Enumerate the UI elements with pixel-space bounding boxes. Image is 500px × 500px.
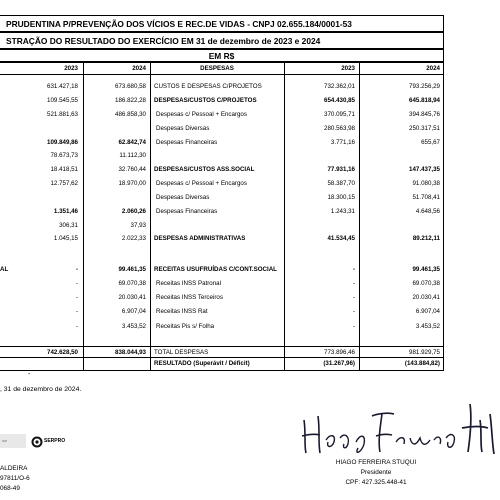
right-cell-2023: 280.563,98 <box>324 125 355 132</box>
right-header-2023: 2023 <box>341 65 355 72</box>
right-row-description: Receitas INSS Patronal <box>156 280 221 287</box>
total-despesas-2023: 773.896,46 <box>324 349 355 356</box>
left-cell-2024: 2.022,33 <box>121 235 146 242</box>
left-cell-2023: - <box>75 294 78 301</box>
right-cell-2024: 394.845,76 <box>409 111 440 118</box>
right-cell-2024: 3.453,52 <box>415 323 440 330</box>
resultado-2023: (31.267,96) <box>323 360 355 367</box>
right-row-description: Receitas INSS Terceiros <box>156 294 223 301</box>
right-cell-2023: 1.243,31 <box>330 208 355 215</box>
right-header-2024: 2024 <box>426 65 440 72</box>
resultado-2024: (143.884,82) <box>404 360 440 367</box>
left-cell-2024: 673.680,58 <box>115 83 146 90</box>
left-cell-2024: 486.858,30 <box>115 111 146 118</box>
left-cell-2023: - <box>75 308 78 315</box>
left-cell-2024: 99.461,35 <box>118 266 146 273</box>
title-line-2: STRAÇÃO DO RESULTADO DO EXERCÍCIO EM 31 de dezembro de 2023 e 2024 <box>0 32 444 49</box>
icp-logo-text: ICP <box>2 439 8 443</box>
left-cell-2023: 1.351,46 <box>53 208 78 215</box>
accountant-line-2: 97811/O-6 <box>0 475 30 482</box>
right-cell-2023: 732.362,01 <box>324 83 355 90</box>
resultado-label: RESULTADO (Superávit / Déficit) <box>154 360 250 367</box>
president-cpf: CPF: 427.325.448-41 <box>345 479 407 486</box>
certificate-logos <box>0 428 75 452</box>
left-cell-2023: 12.757,62 <box>50 180 78 187</box>
left-cell-2024: 32.760,44 <box>118 166 146 173</box>
right-cell-2024: 91.080,38 <box>412 180 440 187</box>
handwritten-signature-icon <box>296 398 500 458</box>
accountant-line-3: 068-49 <box>0 485 20 492</box>
right-row-description: CUSTOS E DESPESAS C/PROJETOS <box>154 83 262 90</box>
right-cell-2023: - <box>352 323 355 330</box>
left-cell-2023: 18.418,51 <box>50 166 78 173</box>
right-row-description: Despesas c/ Pessoal + Encargos <box>156 180 247 187</box>
right-cell-2023: - <box>352 294 355 301</box>
currency-line: EM R$ <box>0 49 444 62</box>
left-header-2023: 2023 <box>64 65 78 72</box>
right-cell-2023: 58.387,70 <box>327 180 355 187</box>
right-row-description: Despesas c/ Pessoal + Encargos <box>156 111 247 118</box>
president-signature <box>296 398 500 458</box>
right-cell-2023: - <box>352 266 355 273</box>
right-cell-2023: - <box>352 280 355 287</box>
left-cell-2023: 521.881,63 <box>47 111 78 118</box>
left-cell-2024: 11.112,30 <box>119 152 146 159</box>
right-cell-2024: 69.070,38 <box>412 280 440 287</box>
right-cell-2024: 645.818,94 <box>409 97 440 104</box>
right-cell-2023: 41.534,45 <box>327 235 355 242</box>
right-cell-2024: 89.212,11 <box>412 235 440 242</box>
left-cell-2023: 631.427,18 <box>47 83 78 90</box>
total-despesas-2024: 981.929,75 <box>409 349 440 356</box>
right-cell-2024: 6.907,04 <box>415 308 440 315</box>
left-cell-2023: - <box>75 280 78 287</box>
left-cell-2024: 69.070,38 <box>118 280 146 287</box>
right-cell-2024: 250.317,51 <box>409 125 440 132</box>
president-role: Presidente <box>360 469 392 476</box>
left-header-2024: 2024 <box>132 65 146 72</box>
serpro-logo-text: SERPRO <box>44 438 66 444</box>
result-statement-table <box>0 62 444 371</box>
left-cell-2023: - <box>75 323 78 330</box>
right-cell-2023: 654.430,85 <box>324 97 355 104</box>
right-row-description: DESPESAS/CUSTOS C/PROJETOS <box>154 97 257 104</box>
left-cell-2024: 2.060,26 <box>121 208 146 215</box>
left-cell-2024: 3.453,52 <box>121 323 146 330</box>
below-dash: - <box>28 371 31 378</box>
right-cell-2023: 18.300,15 <box>327 194 355 201</box>
right-cell-2024: 99.461,35 <box>412 266 440 273</box>
right-row-description: Receitas Pis s/ Folha <box>156 323 215 330</box>
left-cell-2024: 18.970,00 <box>118 180 146 187</box>
right-cell-2024: 793.256,29 <box>409 83 440 90</box>
date-line: , 31 de dezembro de 2024. <box>0 386 82 393</box>
right-header-desc: DESPESAS <box>200 65 234 72</box>
right-cell-2024: 147.437,35 <box>409 166 440 173</box>
right-cell-2024: 51.708,41 <box>412 194 440 201</box>
right-cell-2023: 3.771,16 <box>330 139 355 146</box>
left-cell-2024: 186.822,28 <box>115 97 146 104</box>
left-partial-label: AL <box>0 266 9 273</box>
left-cell-2024: 6.907,04 <box>121 308 146 315</box>
left-cell-2023: 109.849,86 <box>47 139 78 146</box>
total-despesas-label: TOTAL DESPESAS <box>154 349 209 356</box>
right-cell-2023: 370.095,71 <box>324 111 355 118</box>
left-cell-2023: - <box>75 266 78 273</box>
title-line-1: PRUDENTINA P/PREVENÇÃO DOS VÍCIOS E REC.DE VIDAS - CNPJ 02.655.184/0001-53 <box>0 15 444 32</box>
right-cell-2024: 4.648,56 <box>415 208 440 215</box>
right-row-description: Despesas Diversas <box>156 194 210 201</box>
left-cell-2023: 78.673,73 <box>50 152 78 159</box>
right-row-description: DESPESAS/CUSTOS ASS.SOCIAL <box>154 166 255 173</box>
left-total-2024: 838.044,93 <box>115 349 146 356</box>
left-cell-2023: 1.045,15 <box>53 235 78 242</box>
right-cell-2024: 655,67 <box>421 139 440 146</box>
president-block <box>306 458 446 488</box>
left-total-2023: 742.628,50 <box>47 349 78 356</box>
president-name: HIAGO FERREIRA STUQUI <box>335 459 417 466</box>
right-row-description: RECEITAS USUFRUÍDAS C/CONT.SOCIAL <box>154 266 277 273</box>
right-cell-2023: - <box>352 308 355 315</box>
right-row-description: Receitas INSS Rat <box>156 308 208 315</box>
right-cell-2024: 20.030,41 <box>412 294 440 301</box>
accountant-block <box>0 464 30 494</box>
left-cell-2023: 306,31 <box>59 222 78 229</box>
right-row-description: DESPESAS ADMINISTRATIVAS <box>154 235 246 242</box>
right-row-description: Despesas Financeiras <box>156 208 218 215</box>
right-row-description: Despesas Diversas <box>156 125 210 132</box>
right-cell-2023: 77.931,16 <box>327 166 355 173</box>
left-cell-2024: 62.842,74 <box>118 139 146 146</box>
left-cell-2024: 20.030,41 <box>118 294 146 301</box>
left-cell-2023: 109.545,55 <box>47 97 78 104</box>
left-cell-2024: 37,93 <box>130 222 146 229</box>
accountant-line-1: ALDEIRA <box>0 465 28 472</box>
right-row-description: Despesas Financeiras <box>156 139 218 146</box>
